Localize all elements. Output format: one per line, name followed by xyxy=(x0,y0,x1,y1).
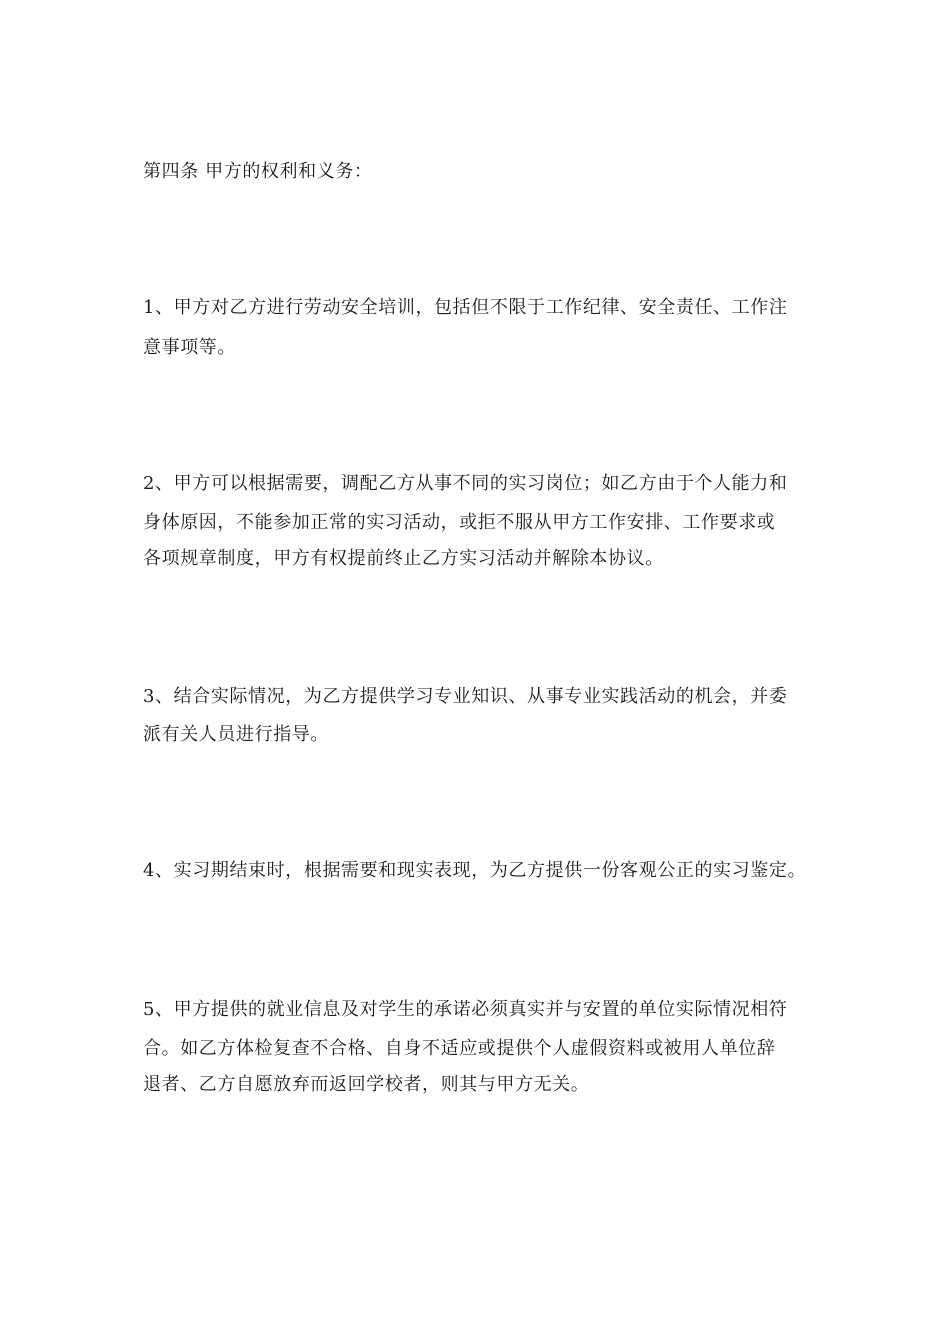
clause-2-line-3: 各项规章制度，甲方有权提前终止乙方实习活动并解除本协议。 xyxy=(143,548,664,569)
clause-1-line-1: 1、甲方对乙方进行劳动安全培训，包括但不限于工作纪律、安全责任、工作注 xyxy=(143,297,788,318)
clause-4-line-1: 4、实习期结束时，根据需要和现实表现，为乙方提供一份客观公正的实习鉴定。 xyxy=(143,860,807,881)
clause-1-line-2: 意事项等。 xyxy=(143,337,236,358)
clause-2-line-2: 身体原因，不能参加正常的实习活动，或拒不服从甲方工作安排、工作要求或 xyxy=(143,512,776,533)
clause-3-line-2: 派有关人员进行指导。 xyxy=(143,724,329,745)
clause-3-line-1: 3、结合实际情况，为乙方提供学习专业知识、从事专业实践活动的机会，并委 xyxy=(143,686,788,707)
clause-5-line-2: 合。如乙方体检复查不合格、自身不适应或提供个人虚假资料或被用人单位辞 xyxy=(143,1038,776,1059)
clause-2-line-1: 2、甲方可以根据需要，调配乙方从事不同的实习岗位；如乙方由于个人能力和 xyxy=(143,473,788,494)
article-heading: 第四条 甲方的权利和义务： xyxy=(143,161,373,182)
clause-5-line-1: 5、甲方提供的就业信息及对学生的承诺必须真实并与安置的单位实际情况相符 xyxy=(143,999,788,1020)
clause-5-line-3: 退者、乙方自愿放弃而返回学校者，则其与甲方无关。 xyxy=(143,1074,590,1095)
